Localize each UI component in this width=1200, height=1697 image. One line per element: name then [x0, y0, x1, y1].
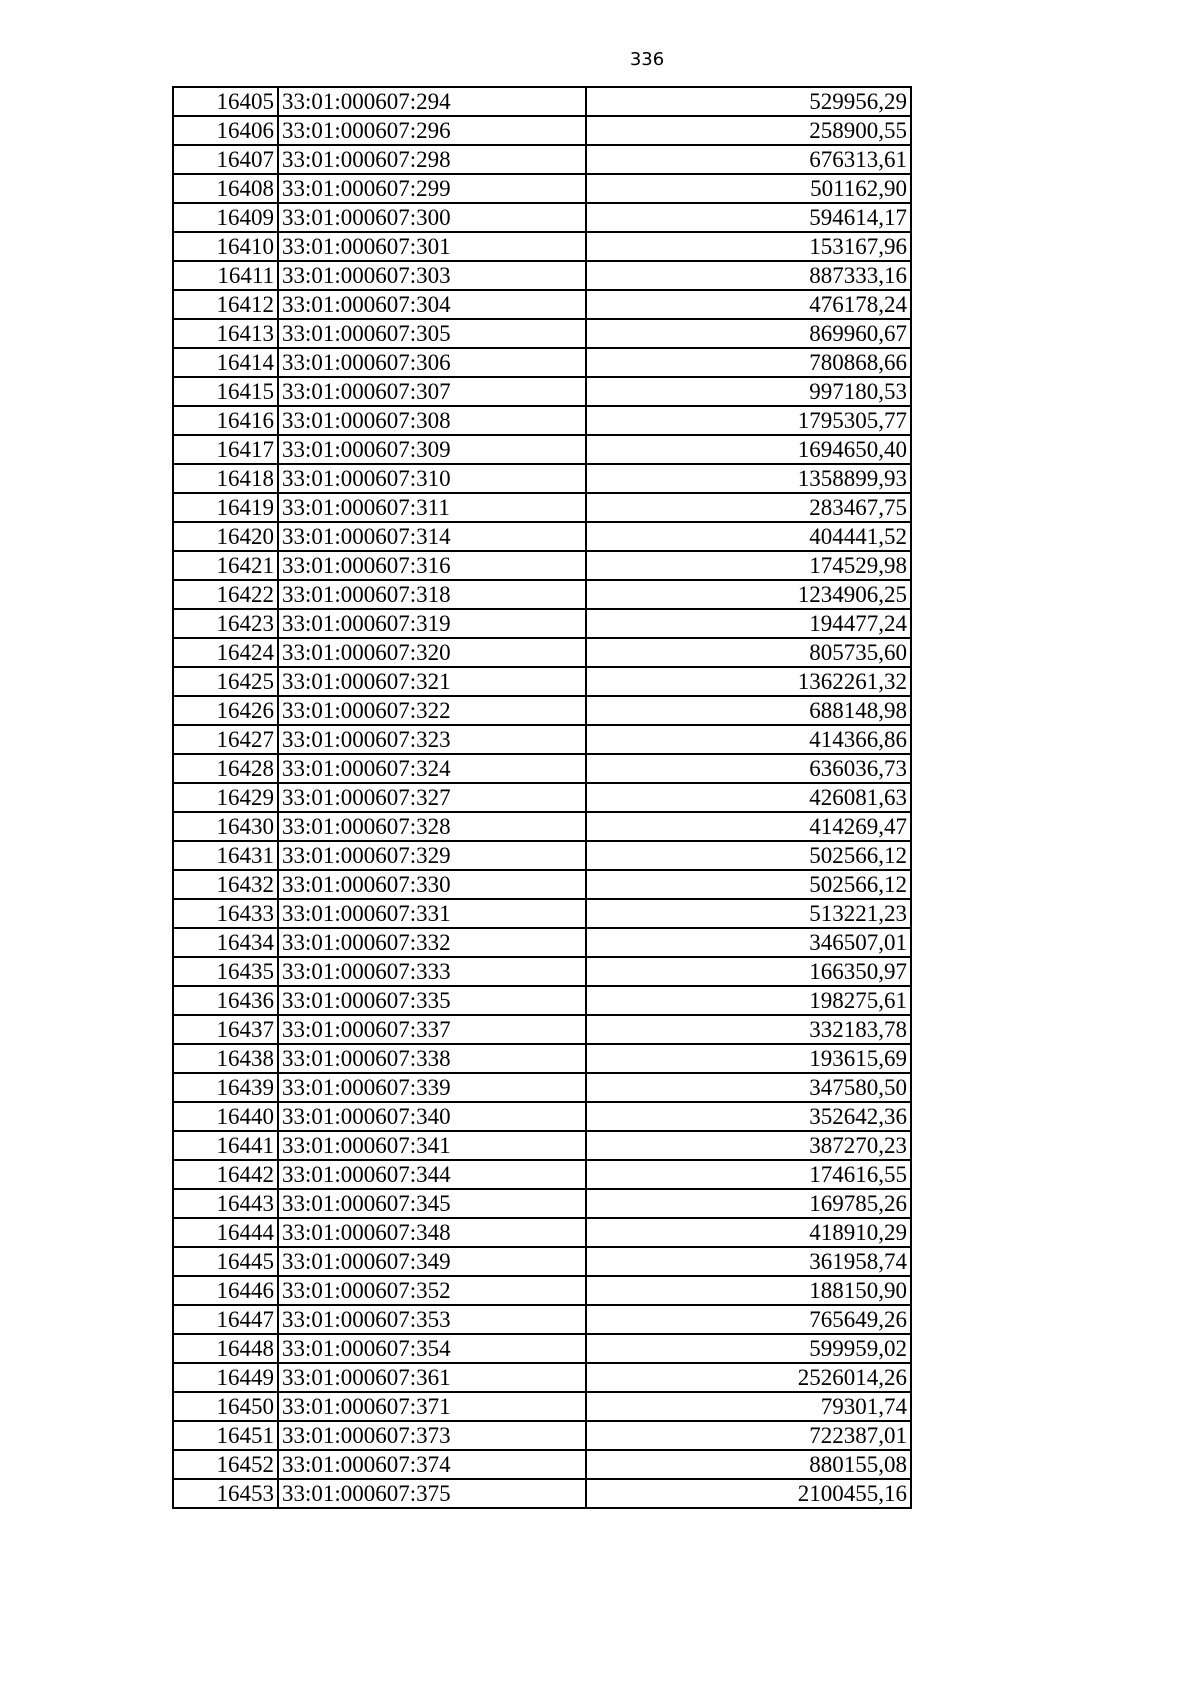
table-row [173, 464, 911, 493]
table-row [173, 551, 911, 580]
table-row [173, 1131, 911, 1160]
cadastral-number-cell: 33:01:000607:304 [278, 290, 586, 319]
value-cell: 805735,60 [586, 638, 911, 667]
value-cell: 1795305,77 [586, 406, 911, 435]
row-number-cell: 16412 [173, 290, 278, 319]
table-row [173, 1160, 911, 1189]
cadastral-number-cell: 33:01:000607:335 [278, 986, 586, 1015]
cadastral-number-cell: 33:01:000607:324 [278, 754, 586, 783]
cadastral-number-cell: 33:01:000607:375 [278, 1479, 586, 1508]
cadastral-number-cell: 33:01:000607:318 [278, 580, 586, 609]
table-row [173, 348, 911, 377]
value-cell: 198275,61 [586, 986, 911, 1015]
value-cell: 174616,55 [586, 1160, 911, 1189]
cadastral-number-cell: 33:01:000607:330 [278, 870, 586, 899]
table-row [173, 1276, 911, 1305]
cadastral-number-cell: 33:01:000607:352 [278, 1276, 586, 1305]
cadastral-number-cell: 33:01:000607:319 [278, 609, 586, 638]
row-number-cell: 16423 [173, 609, 278, 638]
value-cell: 194477,24 [586, 609, 911, 638]
row-number-cell: 16449 [173, 1363, 278, 1392]
row-number-cell: 16450 [173, 1392, 278, 1421]
row-number-cell: 16406 [173, 116, 278, 145]
table-row [173, 783, 911, 812]
table-row [173, 986, 911, 1015]
table-row [173, 319, 911, 348]
value-cell: 688148,98 [586, 696, 911, 725]
table-row [173, 377, 911, 406]
row-number-cell: 16432 [173, 870, 278, 899]
value-cell: 166350,97 [586, 957, 911, 986]
value-cell: 258900,55 [586, 116, 911, 145]
table-row [173, 1305, 911, 1334]
table-row [173, 1247, 911, 1276]
cadastral-number-cell: 33:01:000607:303 [278, 261, 586, 290]
row-number-cell: 16408 [173, 174, 278, 203]
value-cell: 414366,86 [586, 725, 911, 754]
value-cell: 2100455,16 [586, 1479, 911, 1508]
cadastral-number-cell: 33:01:000607:349 [278, 1247, 586, 1276]
table-row [173, 1334, 911, 1363]
table-row [173, 145, 911, 174]
row-number-cell: 16451 [173, 1421, 278, 1450]
value-cell: 594614,17 [586, 203, 911, 232]
row-number-cell: 16425 [173, 667, 278, 696]
row-number-cell: 16409 [173, 203, 278, 232]
table-row [173, 1479, 911, 1508]
table-row [173, 928, 911, 957]
row-number-cell: 16436 [173, 986, 278, 1015]
cadastral-number-cell: 33:01:000607:329 [278, 841, 586, 870]
value-cell: 361958,74 [586, 1247, 911, 1276]
cadastral-number-cell: 33:01:000607:308 [278, 406, 586, 435]
table-row [173, 957, 911, 986]
row-number-cell: 16411 [173, 261, 278, 290]
table-row [173, 1450, 911, 1479]
cadastral-number-cell: 33:01:000607:314 [278, 522, 586, 551]
table-row [173, 232, 911, 261]
row-number-cell: 16441 [173, 1131, 278, 1160]
cadastral-number-cell: 33:01:000607:328 [278, 812, 586, 841]
cadastral-number-cell: 33:01:000607:339 [278, 1073, 586, 1102]
value-cell: 1362261,32 [586, 667, 911, 696]
table-row [173, 406, 911, 435]
table-row [173, 696, 911, 725]
table-row [173, 1102, 911, 1131]
cadastral-number-cell: 33:01:000607:301 [278, 232, 586, 261]
row-number-cell: 16437 [173, 1015, 278, 1044]
row-number-cell: 16414 [173, 348, 278, 377]
value-cell: 476178,24 [586, 290, 911, 319]
value-cell: 346507,01 [586, 928, 911, 957]
page-number: 336 [629, 49, 665, 70]
table-row [173, 87, 911, 116]
row-number-cell: 16407 [173, 145, 278, 174]
table-row [173, 1015, 911, 1044]
row-number-cell: 16446 [173, 1276, 278, 1305]
row-number-cell: 16440 [173, 1102, 278, 1131]
value-cell: 780868,66 [586, 348, 911, 377]
cadastral-number-cell: 33:01:000607:344 [278, 1160, 586, 1189]
row-number-cell: 16453 [173, 1479, 278, 1508]
cadastral-number-cell: 33:01:000607:361 [278, 1363, 586, 1392]
row-number-cell: 16421 [173, 551, 278, 580]
row-number-cell: 16410 [173, 232, 278, 261]
cadastral-number-cell: 33:01:000607:323 [278, 725, 586, 754]
value-cell: 2526014,26 [586, 1363, 911, 1392]
table-row [173, 261, 911, 290]
row-number-cell: 16424 [173, 638, 278, 667]
table-row [173, 174, 911, 203]
value-cell: 347580,50 [586, 1073, 911, 1102]
row-number-cell: 16439 [173, 1073, 278, 1102]
cadastral-number-cell: 33:01:000607:321 [278, 667, 586, 696]
table-row [173, 522, 911, 551]
table-row [173, 1189, 911, 1218]
row-number-cell: 16435 [173, 957, 278, 986]
cadastral-number-cell: 33:01:000607:316 [278, 551, 586, 580]
cadastral-number-cell: 33:01:000607:373 [278, 1421, 586, 1450]
row-number-cell: 16448 [173, 1334, 278, 1363]
cadastral-number-cell: 33:01:000607:311 [278, 493, 586, 522]
cadastral-number-cell: 33:01:000607:306 [278, 348, 586, 377]
table-row [173, 116, 911, 145]
row-number-cell: 16417 [173, 435, 278, 464]
row-number-cell: 16444 [173, 1218, 278, 1247]
row-number-cell: 16447 [173, 1305, 278, 1334]
value-cell: 352642,36 [586, 1102, 911, 1131]
row-number-cell: 16445 [173, 1247, 278, 1276]
table-row [173, 1421, 911, 1450]
value-cell: 404441,52 [586, 522, 911, 551]
row-number-cell: 16438 [173, 1044, 278, 1073]
value-cell: 193615,69 [586, 1044, 911, 1073]
table-row [173, 841, 911, 870]
row-number-cell: 16434 [173, 928, 278, 957]
table-row [173, 290, 911, 319]
cadastral-number-cell: 33:01:000607:332 [278, 928, 586, 957]
row-number-cell: 16427 [173, 725, 278, 754]
table-row [173, 754, 911, 783]
cadastral-number-cell: 33:01:000607:296 [278, 116, 586, 145]
value-cell: 765649,26 [586, 1305, 911, 1334]
table-row [173, 580, 911, 609]
value-cell: 79301,74 [586, 1392, 911, 1421]
cadastral-number-cell: 33:01:000607:310 [278, 464, 586, 493]
row-number-cell: 16418 [173, 464, 278, 493]
cadastral-number-cell: 33:01:000607:341 [278, 1131, 586, 1160]
cadastral-number-cell: 33:01:000607:327 [278, 783, 586, 812]
row-number-cell: 16443 [173, 1189, 278, 1218]
cadastral-number-cell: 33:01:000607:345 [278, 1189, 586, 1218]
value-cell: 174529,98 [586, 551, 911, 580]
row-number-cell: 16419 [173, 493, 278, 522]
row-number-cell: 16426 [173, 696, 278, 725]
table-row [173, 899, 911, 928]
table-body [173, 87, 911, 1508]
value-cell: 414269,47 [586, 812, 911, 841]
value-cell: 153167,96 [586, 232, 911, 261]
table-row [173, 870, 911, 899]
table-row [173, 493, 911, 522]
table-row [173, 1392, 911, 1421]
value-cell: 880155,08 [586, 1450, 911, 1479]
cadastral-number-cell: 33:01:000607:331 [278, 899, 586, 928]
value-cell: 676313,61 [586, 145, 911, 174]
cadastral-number-cell: 33:01:000607:333 [278, 957, 586, 986]
cadastral-number-cell: 33:01:000607:354 [278, 1334, 586, 1363]
value-cell: 1234906,25 [586, 580, 911, 609]
table-row [173, 667, 911, 696]
table-row [173, 1044, 911, 1073]
cadastral-number-cell: 33:01:000607:348 [278, 1218, 586, 1247]
value-cell: 997180,53 [586, 377, 911, 406]
cadastral-value-table [172, 86, 912, 1509]
value-cell: 283467,75 [586, 493, 911, 522]
cadastral-number-cell: 33:01:000607:338 [278, 1044, 586, 1073]
row-number-cell: 16415 [173, 377, 278, 406]
row-number-cell: 16431 [173, 841, 278, 870]
value-cell: 599959,02 [586, 1334, 911, 1363]
value-cell: 529956,29 [586, 87, 911, 116]
table-row [173, 1073, 911, 1102]
cadastral-number-cell: 33:01:000607:374 [278, 1450, 586, 1479]
table-row [173, 638, 911, 667]
value-cell: 636036,73 [586, 754, 911, 783]
cadastral-number-cell: 33:01:000607:294 [278, 87, 586, 116]
cadastral-number-cell: 33:01:000607:299 [278, 174, 586, 203]
cadastral-number-cell: 33:01:000607:371 [278, 1392, 586, 1421]
value-cell: 502566,12 [586, 841, 911, 870]
cadastral-number-cell: 33:01:000607:305 [278, 319, 586, 348]
row-number-cell: 16422 [173, 580, 278, 609]
row-number-cell: 16442 [173, 1160, 278, 1189]
table-row [173, 203, 911, 232]
cadastral-number-cell: 33:01:000607:322 [278, 696, 586, 725]
row-number-cell: 16452 [173, 1450, 278, 1479]
row-number-cell: 16413 [173, 319, 278, 348]
cadastral-number-cell: 33:01:000607:298 [278, 145, 586, 174]
value-cell: 188150,90 [586, 1276, 911, 1305]
row-number-cell: 16433 [173, 899, 278, 928]
value-cell: 169785,26 [586, 1189, 911, 1218]
value-cell: 501162,90 [586, 174, 911, 203]
cadastral-number-cell: 33:01:000607:337 [278, 1015, 586, 1044]
value-cell: 1694650,40 [586, 435, 911, 464]
row-number-cell: 16405 [173, 87, 278, 116]
cadastral-number-cell: 33:01:000607:340 [278, 1102, 586, 1131]
table-row [173, 1218, 911, 1247]
table-row [173, 725, 911, 754]
value-cell: 869960,67 [586, 319, 911, 348]
cadastral-number-cell: 33:01:000607:300 [278, 203, 586, 232]
cadastral-number-cell: 33:01:000607:320 [278, 638, 586, 667]
value-cell: 502566,12 [586, 870, 911, 899]
value-cell: 513221,23 [586, 899, 911, 928]
value-cell: 887333,16 [586, 261, 911, 290]
table-row [173, 609, 911, 638]
table-row [173, 812, 911, 841]
row-number-cell: 16429 [173, 783, 278, 812]
row-number-cell: 16430 [173, 812, 278, 841]
value-cell: 418910,29 [586, 1218, 911, 1247]
row-number-cell: 16428 [173, 754, 278, 783]
row-number-cell: 16416 [173, 406, 278, 435]
table-row [173, 1363, 911, 1392]
value-cell: 1358899,93 [586, 464, 911, 493]
cadastral-number-cell: 33:01:000607:353 [278, 1305, 586, 1334]
row-number-cell: 16420 [173, 522, 278, 551]
value-cell: 387270,23 [586, 1131, 911, 1160]
value-cell: 722387,01 [586, 1421, 911, 1450]
cadastral-number-cell: 33:01:000607:309 [278, 435, 586, 464]
value-cell: 332183,78 [586, 1015, 911, 1044]
table-row [173, 435, 911, 464]
cadastral-number-cell: 33:01:000607:307 [278, 377, 586, 406]
value-cell: 426081,63 [586, 783, 911, 812]
